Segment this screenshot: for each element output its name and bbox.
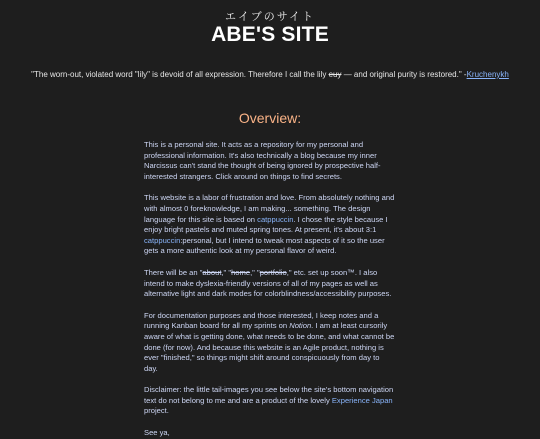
signoff: See ya, — [144, 428, 170, 438]
p2-text-mid: . I chose the style because I enjoy bright pastels and muted spring tones. At present, it's about 3:1 — [144, 214, 388, 235]
p5-text-after: project. — [144, 406, 169, 416]
overview-heading: Overview: — [238, 110, 302, 126]
site-header — [0, 0, 540, 46]
p4-text-after: . I am at least cursorily aware of what is getting done, what needs to be done, and what cannot be done (for now). And because this website is an Agile product, nothing is ever "finished," so things might shift around conspicuously from day to day. — [144, 321, 395, 373]
p3-text-start: There will be an " — [144, 267, 203, 277]
catppuccin-link[interactable]: catppuccin — [257, 214, 294, 224]
p3-text-end: ," etc. set up soon™. I also intend to make dyslexia-friendly versions of all of my pages as well as alternative light and dark modes for colorblindness/accessibility purposes. — [144, 267, 392, 299]
p2-text-after: :personal, but I intend to tweak most aspects of it so the user gets a more authentic look at my personal flavor of weird. — [144, 235, 385, 256]
overview-paragraph-1: This is a personal site. It acts as a repository for my personal and professional information. It's also technically a blog because my inner Narcissus can't stand the thought of being ignored by prospective half-interested strangers. Click around on things to find secrets. — [144, 140, 381, 181]
p2-text-before: This website is a labor of frustration and love. From absolutely nothing and with almost 0 foreknowledge, I am making... something. The design language for this site is based on — [144, 193, 395, 224]
quote-text-before: "The worn-out, violated word "lily" is devoid of all expression. Therefore I call the lily — [31, 70, 329, 79]
struck-about: about — [202, 267, 222, 277]
experience-japan-link[interactable]: Experience Japan — [331, 395, 393, 405]
site-title[interactable]: ABE'S SITE — [211, 23, 329, 46]
quote-author-link[interactable]: Kruchenykh — [466, 70, 509, 79]
p5-text-before: Disclaimer: the little tail-images you see below the site's bottom navigation text do not belong to me and are a product of the lovely — [144, 385, 394, 405]
epigraph-quote — [10, 70, 530, 80]
site-kana-title: エイブのサイト — [225, 10, 315, 23]
overview-content — [144, 140, 395, 439]
overview-paragraph-3 — [144, 268, 395, 300]
overview-paragraph-4 — [144, 311, 395, 375]
p3-sep-2: ," " — [250, 267, 260, 277]
p3-sep-1: ," " — [221, 267, 232, 277]
quote-struck-word: euy — [328, 70, 342, 79]
struck-portfolio: portfolio — [259, 267, 287, 277]
catppuccin-link-2[interactable]: catppuccin — [144, 235, 181, 245]
quote-text-after: — and original purity is restored." - — [341, 70, 467, 79]
struck-home: home — [231, 267, 251, 277]
overview-paragraph-5 — [144, 385, 395, 417]
notion-text: Notion — [289, 321, 312, 331]
p4-text-before: For documentation purposes and those interested, I keep notes and a running Kanban board for all my sprints on — [144, 310, 379, 331]
overview-paragraph-2 — [144, 193, 395, 257]
